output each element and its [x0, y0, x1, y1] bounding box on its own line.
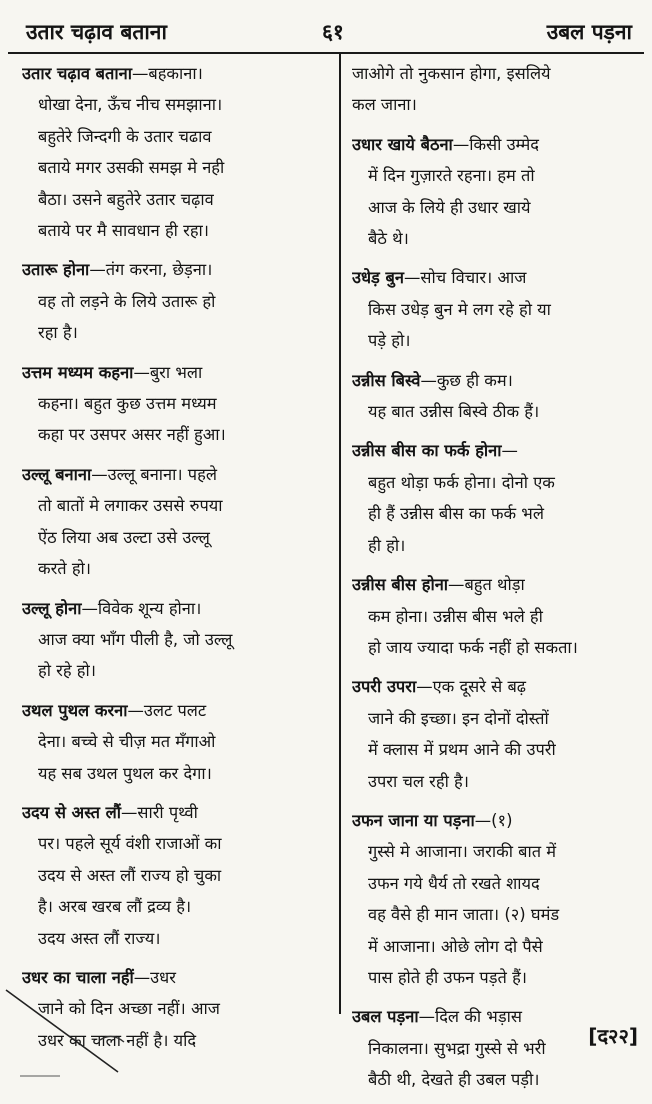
entry-idiom: उन्नीस बीस का फर्क होना: [352, 441, 502, 461]
entry-meaning: —उलट पलट: [127, 700, 207, 720]
entry-first-line: [22, 254, 334, 285]
entry-idiom: उफन जाना या पड़ना: [352, 810, 475, 830]
dictionary-entry: [22, 797, 334, 954]
footer-code: [द२२]: [588, 1024, 638, 1048]
entry-meaning: —बहुत थोड़ा: [448, 575, 525, 595]
entry-idiom: उन्नीस बिस्वे: [352, 370, 421, 390]
entry-text-line: बहुतेरे जिन्दगी के उतार चढाव: [38, 126, 212, 146]
entry-meaning: —कुछ ही कम।: [420, 370, 513, 390]
dictionary-entry: [352, 435, 642, 561]
entry-first-line: [22, 695, 334, 726]
entry-idiom: उधेड़ बुन: [352, 268, 404, 288]
entry-text-line: उफन गये धैर्य तो रखते शायद: [368, 873, 540, 893]
entry-text-line: ही हो।: [368, 535, 406, 555]
right-column: [352, 58, 642, 1104]
entry-idiom: उत्तम मध्यम कहना: [22, 362, 134, 382]
entry-meaning: —विवेक शून्य होना।: [81, 598, 202, 618]
entry-first-line: [352, 569, 642, 600]
entry-meaning: —: [501, 441, 518, 461]
entry-text-line: उपरा चल रही है।: [368, 771, 469, 791]
entry-meaning: —सारी पृथ्वी: [121, 802, 198, 822]
entry-text-line: तो बातों मे लगाकर उससे रुपया: [38, 496, 223, 516]
entry-meaning: —उल्लू बनाना। पहले: [91, 464, 217, 484]
entry-first-line: [22, 357, 334, 388]
entry-text-line: यह सब उथल पुथल कर देगा।: [38, 763, 212, 783]
entry-meaning: —किसी उम्मेद: [452, 134, 539, 154]
header-right-term: उबल पड़ना: [546, 20, 632, 44]
dictionary-entry: [22, 357, 334, 451]
entry-text-line: में दिन गुज़ारते रहना। हम तो: [368, 166, 535, 186]
entry-idiom: उल्लू होना: [22, 598, 82, 618]
entry-text-line: है। अरब खरब लौं द्रव्य है।: [38, 897, 192, 917]
entry-meaning: —बहकाना।: [131, 64, 203, 83]
entry-text-line: जाओगे तो नुकसान होगा, इसलिये: [352, 64, 551, 83]
entry-text-line: बताये पर मै सावधान ही रहा।: [38, 221, 209, 241]
entry-text-line: ऐंठ लिया अब उल्टा उसे उल्लू: [38, 527, 210, 547]
entry-text-line: जाने की इच्छा। इन दोनों दोस्तों: [368, 708, 549, 728]
entry-text-line: हो रहे हो।: [38, 661, 96, 681]
entry-idiom: उतारू होना: [22, 260, 90, 280]
column-divider: [339, 54, 341, 1014]
entry-text-line: निकालना। सुभद्रा गुस्से से भरी: [368, 1038, 546, 1058]
entry-text-line: पर। पहले सूर्य वंशी राजाओं का: [38, 834, 222, 854]
dictionary-entry: [22, 695, 334, 789]
page-number: ६१: [322, 20, 344, 44]
dictionary-entry: [22, 254, 334, 348]
entry-idiom: उतार चढ़ाव बताना: [22, 64, 132, 83]
scan-mark: [0, 980, 140, 1080]
entry-text-line: कल जाना।: [352, 95, 417, 115]
entry-text-line: करते हो।: [38, 559, 92, 579]
entry-text-line: बैठा। उसने बहुतेरे उतार चढ़ाव: [38, 189, 214, 209]
entry-text-line: उधर का चाला नहीं है। यदि: [38, 1030, 197, 1050]
entry-text-line: बैठी थी, देखते ही उबल पड़ी।: [368, 1070, 540, 1090]
entry-idiom: उल्लू बनाना: [22, 464, 92, 484]
entry-first-line: [352, 129, 642, 160]
entry-text-line: आज के लिये ही उधार खाये: [368, 197, 531, 217]
dictionary-entry-continuation: [352, 58, 642, 121]
entry-meaning: —(१): [474, 810, 513, 830]
entry-text-line: में क्लास में प्रथम आने की उपरी: [368, 740, 556, 760]
entry-text-line: उदय अस्त लौं राज्य।: [38, 928, 161, 948]
entry-first-line: [352, 435, 642, 466]
entry-first-line: [22, 797, 334, 828]
entry-first-line: [352, 805, 642, 836]
entry-text-line: कहना। बहुत कुछ उत्तम मध्यम: [38, 394, 217, 414]
entry-idiom: उदय से अस्त लौं: [22, 802, 121, 822]
entry-text-line: कम होना। उन्नीस बीस भले ही: [368, 606, 543, 626]
entry-text-line: उदय से अस्त लौं राज्य हो चुका: [38, 865, 222, 885]
header-rule: [8, 52, 644, 54]
entry-idiom: उथल पुथल करना: [22, 700, 128, 720]
entry-first-line: [22, 459, 334, 490]
entry-text-line: देना। बच्चे से चीज़ मत मँगाओ: [38, 732, 216, 752]
dictionary-entry: [22, 58, 334, 246]
entry-text-line: यह बात उन्नीस बिस्वे ठीक हैं।: [368, 402, 540, 422]
dictionary-entry: [352, 805, 642, 993]
entry-text-line: बैठे थे।: [368, 229, 409, 249]
entry-meaning: —बुरा भला: [133, 362, 203, 382]
entry-first-line: [22, 593, 334, 624]
entry-text-line: वह तो लड़ने के लिये उतारू हो: [38, 291, 216, 311]
entry-idiom: उधर का चाला नहीं: [22, 967, 134, 987]
entry-first-line: [352, 365, 642, 396]
entry-text-line: गुस्से मे आजाना। जराकी बात में: [368, 842, 557, 862]
dictionary-entry: [22, 593, 334, 687]
entry-meaning: —सोच विचार। आज: [404, 268, 527, 288]
entry-text-line: हो जाय ज्यादा फर्क नहीं हो सकता।: [368, 637, 578, 657]
entry-idiom: उबल पड़ना: [352, 1007, 419, 1027]
entry-first-line: [352, 671, 642, 702]
entry-text-line: ही हैं उन्नीस बीस का फर्क भले: [368, 504, 544, 524]
dictionary-entry: [352, 569, 642, 663]
dictionary-entry: [352, 671, 642, 797]
dictionary-entry: [352, 129, 642, 255]
dictionary-entry: [22, 459, 334, 585]
entry-text-line: वह वैसे ही मान जाता। (२) घमंड: [368, 905, 560, 925]
entry-text-line: जाने को दिन अच्छा नहीं। आज: [38, 999, 220, 1019]
entry-idiom: उन्नीस बीस होना: [352, 575, 449, 595]
entry-idiom: उपरी उपरा: [352, 677, 417, 697]
dictionary-entry: [352, 262, 642, 356]
entry-first-line: [352, 262, 642, 293]
dictionary-entry: [352, 365, 642, 428]
entry-text-line: पास होते ही उफन पड़ते हैं।: [368, 967, 527, 987]
left-column: [22, 58, 334, 1064]
entry-meaning: —उधर: [133, 967, 176, 987]
entry-text-line: बहुत थोड़ा फर्क होना। दोनो एक: [368, 472, 555, 492]
entry-text-line: रहा है।: [38, 323, 78, 343]
entry-text-line: कहा पर उसपर असर नहीं हुआ।: [38, 425, 226, 445]
entry-first-line: [22, 58, 334, 89]
entry-text-line: धोखा देना, ऊँच नीच समझाना।: [38, 95, 223, 115]
entry-meaning: —दिल की भड़ास: [418, 1007, 522, 1027]
entry-text-line: आज क्या भाँग पीली है, जो उल्लू: [38, 629, 233, 649]
entry-text-line: पड़े हो।: [368, 331, 411, 351]
entry-text-line: किस उधेड़ बुन मे लग रहे हो या: [368, 299, 551, 319]
entry-meaning: —तंग करना, छेड़ना।: [89, 260, 213, 280]
entry-meaning: —एक दूसरे से बढ़: [416, 677, 527, 697]
entry-text-line: बताये मगर उसकी समझ मे नही: [38, 158, 225, 178]
page-header: [10, 8, 642, 54]
entry-text-line: में आजाना। ओछे लोग दो पैसे: [368, 936, 543, 956]
entry-idiom: उधार खाये बैठना: [352, 134, 453, 154]
header-left-term: उतार चढ़ाव बताना: [26, 20, 167, 44]
